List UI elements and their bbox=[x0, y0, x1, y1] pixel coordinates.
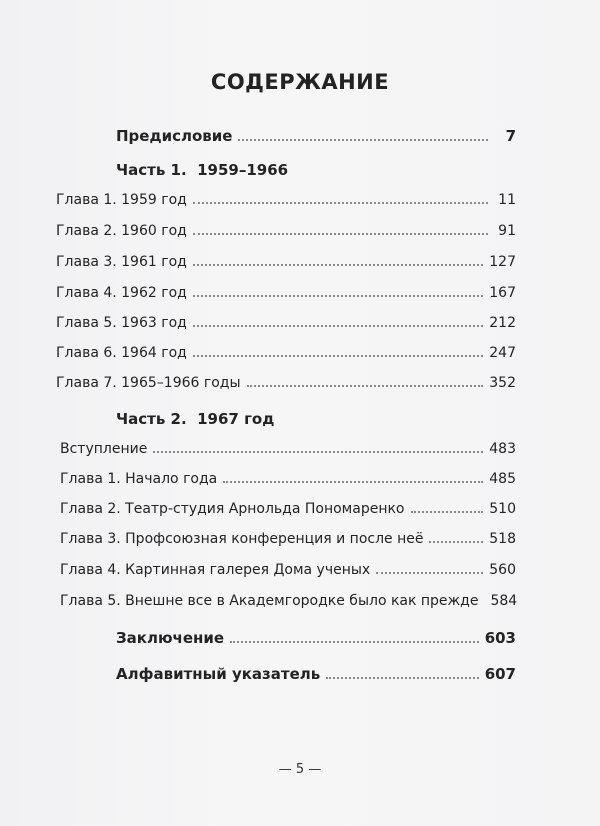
toc-entry-conclusion bbox=[116, 628, 516, 648]
toc-entry bbox=[56, 373, 516, 393]
toc-entry bbox=[60, 469, 516, 489]
toc-entry-page: 91 bbox=[498, 223, 516, 239]
leader-dots bbox=[238, 127, 488, 141]
toc-entry bbox=[56, 343, 516, 363]
toc-entry-page: 607 bbox=[484, 665, 516, 683]
toc-entry bbox=[56, 283, 516, 303]
toc-entry bbox=[60, 499, 516, 519]
toc-entry bbox=[60, 591, 516, 611]
toc-entry-page: 127 bbox=[489, 254, 516, 270]
toc-entry-preface bbox=[116, 126, 516, 146]
toc-entry-page: 603 bbox=[484, 629, 516, 647]
toc-entry-label: Глава 1. 1959 год bbox=[56, 192, 187, 208]
toc-entry-label: Предисловие bbox=[116, 127, 233, 145]
toc-entry bbox=[56, 252, 516, 272]
toc-entry-page: 212 bbox=[489, 315, 516, 331]
toc-entry bbox=[60, 439, 516, 459]
page-number-footer: — 5 — bbox=[278, 762, 322, 777]
toc-entry-page: 247 bbox=[489, 345, 516, 361]
toc-entry-label: Глава 3. 1961 год bbox=[56, 254, 187, 270]
toc-entry bbox=[56, 190, 516, 210]
leader-dots bbox=[193, 221, 488, 235]
toc-entry-page: 560 bbox=[489, 562, 516, 578]
leader-dots bbox=[326, 665, 478, 679]
part-heading-2: Часть 2. 1967 год bbox=[116, 410, 275, 428]
leader-dots bbox=[193, 252, 483, 266]
toc-entry-label: Глава 5. 1963 год bbox=[56, 315, 187, 331]
toc-entry-page: 352 bbox=[489, 375, 516, 391]
part-heading-1: Часть 1. 1959–1966 bbox=[116, 161, 289, 179]
toc-entry-label: Глава 2. 1960 год bbox=[56, 223, 187, 239]
leader-dots bbox=[193, 313, 483, 327]
toc-entry-page: 510 bbox=[489, 501, 516, 517]
leader-dots bbox=[429, 529, 483, 543]
toc-entry-label: Глава 1. Начало года bbox=[60, 471, 218, 487]
leader-dots bbox=[411, 499, 484, 513]
toc-entry-page: 167 bbox=[489, 285, 516, 301]
toc-entry bbox=[60, 529, 516, 549]
toc-entry bbox=[56, 313, 516, 333]
leader-dots bbox=[230, 629, 479, 643]
leader-dots bbox=[247, 373, 484, 387]
toc-entry-page: 483 bbox=[489, 441, 516, 457]
toc-entry-page: 584 bbox=[490, 593, 518, 609]
leader-dots bbox=[193, 343, 483, 357]
leader-dots bbox=[193, 283, 483, 297]
toc-entry bbox=[56, 221, 516, 241]
toc-entry-label: Алфавитный указатель bbox=[116, 665, 321, 683]
leader-dots bbox=[153, 439, 483, 453]
toc-entry-label: Глава 2. Театр-студия Арнольда Пономаренко bbox=[60, 501, 405, 517]
toc-entry-page: 518 bbox=[489, 531, 516, 547]
page-title: СОДЕРЖАНИЕ bbox=[210, 70, 390, 94]
toc-entry-label: Глава 4. Картинная галерея Дома ученых bbox=[60, 562, 371, 578]
toc-entry-page: 11 bbox=[498, 192, 516, 208]
leader-dots bbox=[376, 560, 483, 574]
leader-dots bbox=[193, 190, 488, 204]
toc-entry-label: Вступление bbox=[60, 441, 148, 457]
toc-entry-label: Глава 6. 1964 год bbox=[56, 345, 187, 361]
leader-dots bbox=[223, 469, 483, 483]
toc-entry-page: 7 bbox=[505, 127, 516, 145]
toc-entry-index bbox=[116, 664, 516, 684]
toc-entry-label: Глава 7. 1965–1966 годы bbox=[56, 375, 241, 391]
toc-entry-label: Заключение bbox=[116, 629, 225, 647]
toc-entry bbox=[60, 560, 516, 580]
toc-entry-page: 485 bbox=[489, 471, 516, 487]
toc-entry-label: Глава 5. Внешне все в Академгородке было как прежде bbox=[60, 593, 479, 609]
toc-entry-label: Глава 4. 1962 год bbox=[56, 285, 187, 301]
toc-entry-label: Глава 3. Профсоюзная конференция и после неё bbox=[60, 531, 424, 547]
